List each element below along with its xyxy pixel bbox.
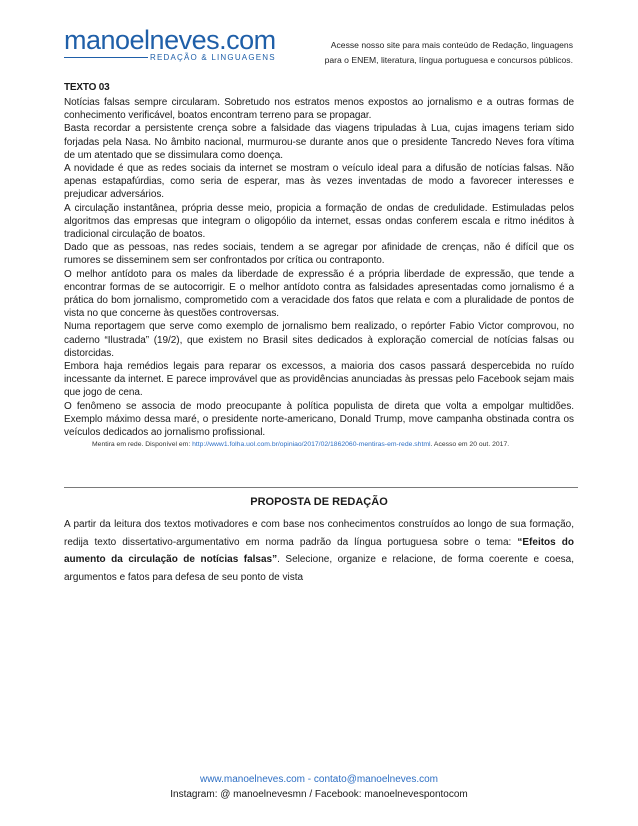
page-footer (0, 772, 638, 802)
paragraph: Embora haja remédios legais para reparar os excessos, a maioria dos casos passará despercebida no ruído incessante da internet. E parece improvável que as providências anunciadas às pressas pelo Facebook sejam mais que jogo de cena. (64, 361, 574, 399)
source-link[interactable]: http://www1.folha.uol.com.br/opiniao/2017/02/1862060-mentiras-em-rede.shtml (192, 441, 431, 449)
proposta-theme: “Efeitos do aumento da circulação de notícias falsas” (64, 536, 574, 565)
site-logo[interactable] (64, 25, 276, 62)
source-suffix: . Acesso em 20 out. 2017. (430, 441, 510, 449)
paragraph: A circulação instantânea, própria desse meio, propicia a formação de ondas de credulidade. Estimuladas pelos algoritmos das empresas que integram o oligopólio da internet, essas ondas conferem escala e ritmo inéditos à tradicional circulação de boatos. (64, 202, 574, 241)
logo-underline (64, 57, 148, 58)
proposta-section (64, 496, 574, 586)
paragraph: O fenômeno se associa de modo preocupante à política populista de direta que volta a empolgar multidões. Exemplo máximo dessa maré, o presidente norte-americano, Donald Trump, move campanha obstinada contra os veículos dedicados ao jornalismo profissional. (64, 400, 574, 439)
header-note-line-1: Acesse nosso site para mais conteúdo de Redação, linguagens (330, 40, 573, 50)
header-note-line-2: para o ENEM, literatura, língua portuguesa e concursos públicos. (324, 55, 573, 65)
paragraph: Numa reportagem que serve como exemplo de jornalismo bem realizado, o repórter Fabio Victor comprovou, no caderno “Ilustrada” (19/2), que existem no Brasil sites dedicados à exploração comercial de notícias falsas ou distorcidas. (64, 321, 574, 359)
footer-links[interactable]: www.manoelneves.com - contato@manoelneves.com (199, 774, 439, 785)
section-divider (64, 487, 578, 488)
logo-text: manoelneves.com (64, 25, 276, 55)
source-citation (92, 441, 574, 448)
footer-social: Instagram: @ manoelnevesmn / Facebook: manoelnevespontocom (170, 789, 468, 800)
proposta-instructions: . Selecione, organize e relacione, de forma coerente e coesa, argumentos e fatos para defesa de seu ponto de vista (64, 554, 574, 583)
page-header (0, 0, 638, 80)
texto-section (64, 82, 574, 448)
proposta-intro: A partir da leitura dos textos motivadores e com base nos conhecimentos construídos ao longo de sua formação, redija texto dissertativo-argumentativo em norma padrão da língua portuguesa sobre o tema: (64, 519, 574, 548)
texto-body (64, 96, 574, 439)
paragraph: Dado que as pessoas, nas redes sociais, tendem a se agregar por afinidade de crenças, não é difícil que os rumores se disseminem sem ser confrontados por crítica ou contraponto. (64, 242, 574, 267)
paragraph: O melhor antídoto para os males da liberdade de expressão é a própria liberdade de expressão, que tende a encontrar formas de se autocorrigir. E o melhor antídoto contra as falsidades apresentadas como jornalismo é a prática do bom jornalismo, comprometido com a veracidade dos fatos que relata e com a pluralidade de pontos de vista no que concerne às questões controversas. (64, 268, 574, 320)
source-prefix: Mentira em rede. Disponível em: (92, 441, 193, 449)
paragraph: Basta recordar a persistente crença sobre a falsidade das viagens tripuladas à Lua, cujas imagens teriam sido forjadas pela Nasa. No âmbito nacional, murmurou-se durante anos que o presidente Tancredo Neves fora vítima de um atentado que se dissimulara como doença. (64, 123, 574, 161)
proposta-title: PROPOSTA DE REDAÇÃO (250, 496, 388, 508)
header-note (293, 38, 573, 68)
logo-subtitle: REDAÇÃO & LINGUAGENS (150, 53, 276, 62)
paragraph: A novidade é que as redes sociais da internet se mostram o veículo ideal para a difusão de notícias falsas. Não apenas estapafúrdias, como seria de esperar, mas às vezes inventadas de modo a favorecer interesses e prejudicar adversários. (64, 163, 574, 201)
texto-title: TEXTO 03 (64, 82, 110, 93)
proposta-text (64, 516, 574, 586)
paragraph: Notícias falsas sempre circularam. Sobretudo nos estratos menos expostos ao jornalismo e a outras formas de conhecimento verificável, boatos encontram terreno para se propagar. (64, 97, 574, 122)
